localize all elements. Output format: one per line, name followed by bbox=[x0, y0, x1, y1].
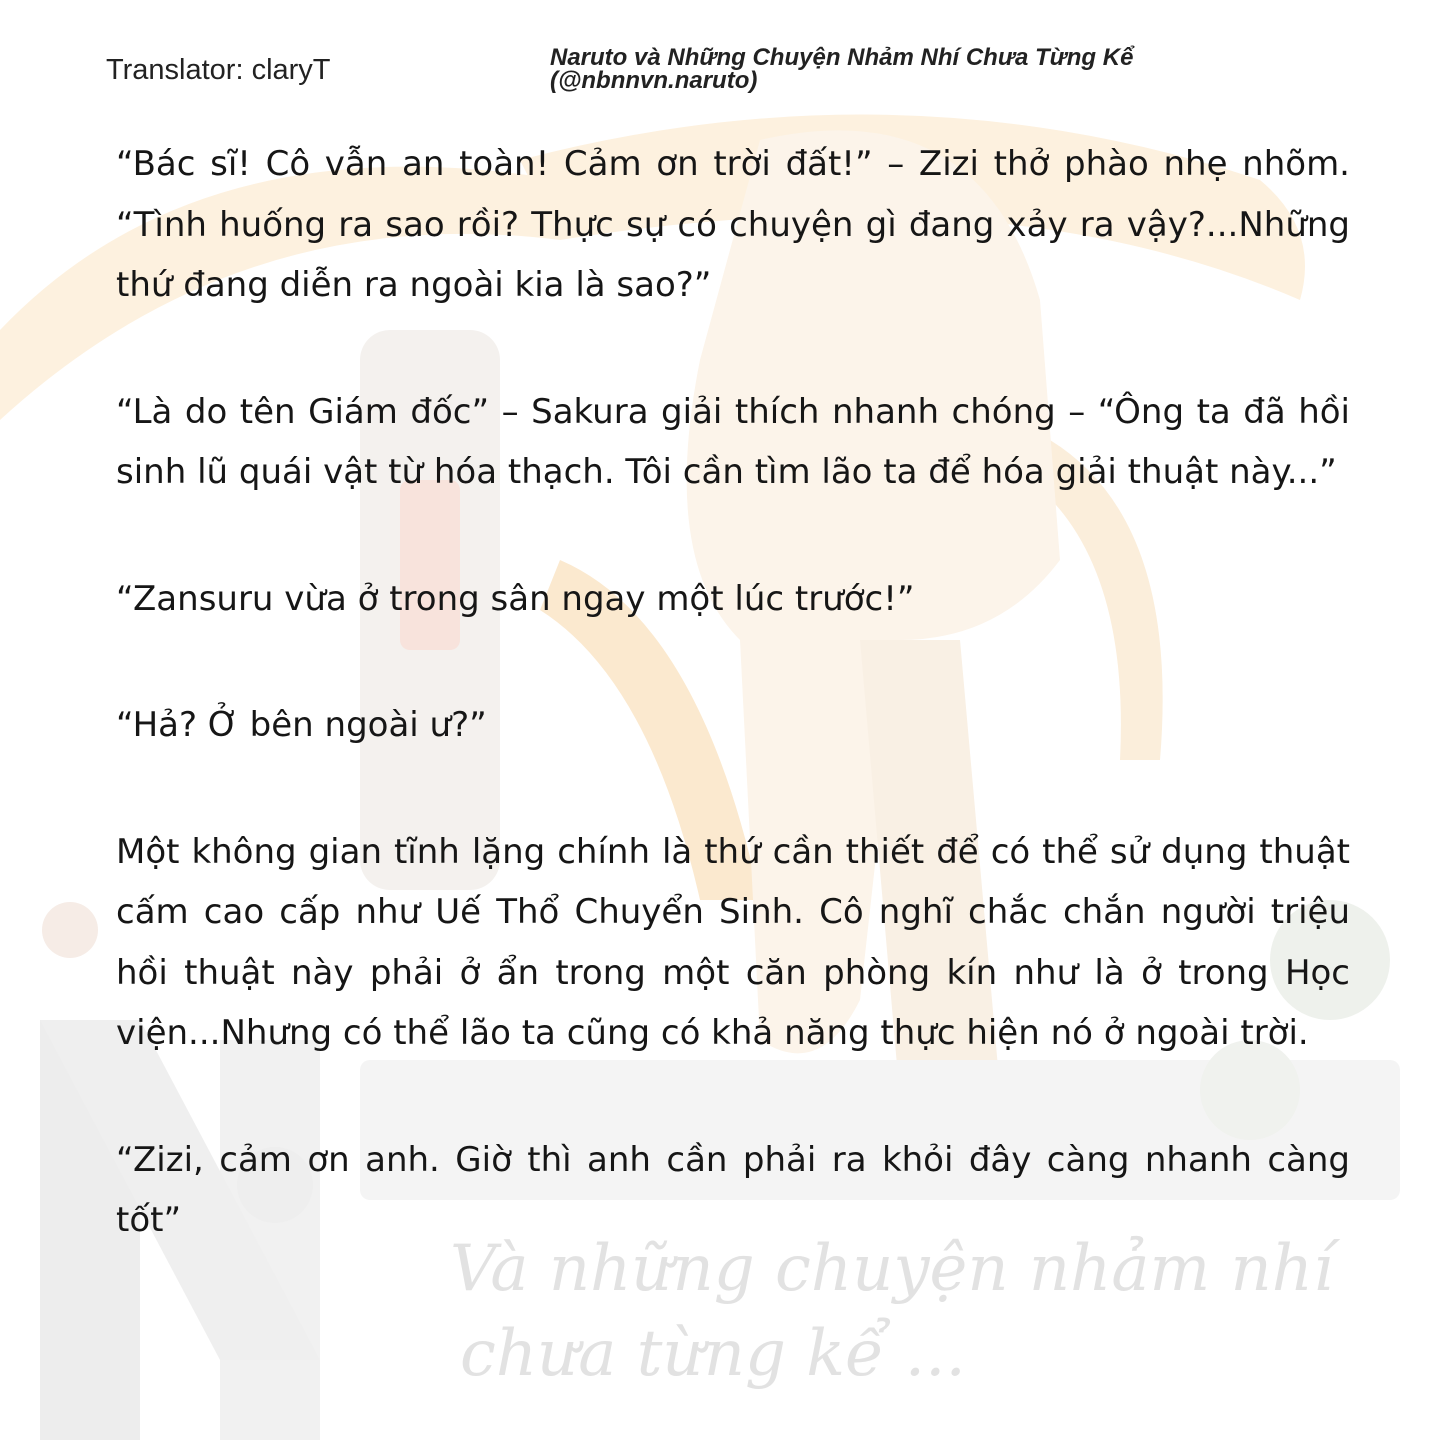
paragraph-gap bbox=[116, 629, 1350, 695]
paragraph-gap bbox=[116, 1064, 1350, 1130]
paragraph: “Zansuru vừa ở trong sân ngay một lúc trước!” bbox=[116, 578, 915, 619]
paragraph: “Là do tên Giám đốc” – Sakura giải thích nhanh chóng – “Ông ta đã hồi sinh lũ quái vật từ hóa thạch. Tôi cần tìm lão ta để hóa giải thuật này...” bbox=[116, 391, 1350, 492]
paragraph: Một không gian tĩnh lặng chính là thứ cần thiết để có thể sử dụng thuật cấm cao cấp như Uế Thổ Chuyển Sinh. Cô nghĩ chắc chắn người triệu hồi thuật này phải ở ẩn trong một căn phòng kín như là ở trong Học viện...Nhưng có thể lão ta cũng có khả năng thực hiện nó ở ngoài trời. bbox=[116, 831, 1350, 1053]
story-body bbox=[116, 134, 1350, 1251]
series-title: Naruto và Những Chuyện Nhảm Nhí Chưa Từng Kể bbox=[550, 44, 1134, 71]
series-handle: (@nbnnvn.naruto) bbox=[550, 67, 758, 94]
paragraph: “Hả? Ở bên ngoài ư?” bbox=[116, 705, 487, 745]
paragraph: “Zizi, cảm ơn anh. Giờ thì anh cần phải ra khỏi đây càng nhanh càng tốt” bbox=[116, 1139, 1350, 1240]
watermark-line-1: Và những chuyện nhảm nhí bbox=[450, 1232, 1334, 1306]
paragraph-gap bbox=[116, 316, 1350, 382]
paragraph-gap bbox=[116, 756, 1350, 822]
watermark-line-2: chưa từng kể ... bbox=[460, 1317, 966, 1391]
translator-credit: Translator: claryT bbox=[106, 54, 331, 86]
paragraph-gap bbox=[116, 503, 1350, 569]
page-header bbox=[0, 0, 1440, 120]
paragraph: “Bác sĩ! Cô vẫn an toàn! Cảm ơn trời đất!” – Zizi thở phào nhẹ nhõm. “Tình huống ra sao rồi? Thực sự có chuyện gì đang xảy ra vậy?...Những thứ đang diễn ra ngoài kia là sao?” bbox=[116, 144, 1350, 305]
series-credit bbox=[550, 46, 1270, 92]
